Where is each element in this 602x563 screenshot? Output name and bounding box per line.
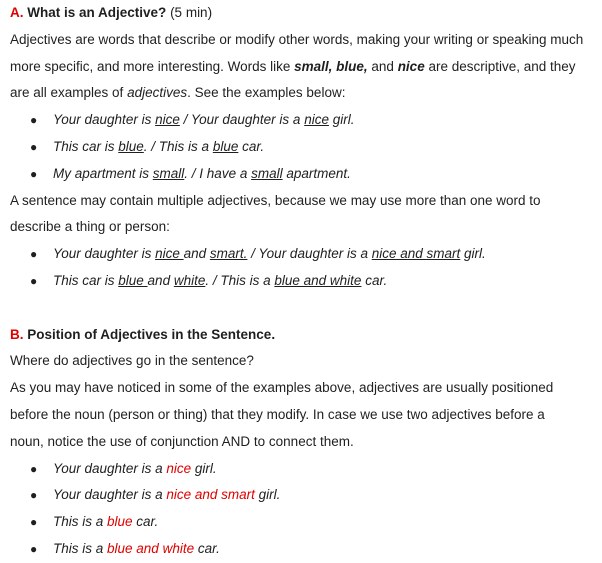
bullet-icon: ● <box>30 515 38 530</box>
highlighted-adjective: nice and smart <box>166 487 255 503</box>
example-text <box>53 134 264 161</box>
underlined-adjective: blue <box>118 272 148 288</box>
text-run: This is a <box>53 514 108 530</box>
example-text <box>53 536 220 563</box>
section-a-letter: A. <box>10 5 24 20</box>
text-run: are all examples of <box>10 85 128 101</box>
bullet-icon: ● <box>30 166 38 181</box>
list-item <box>10 134 602 161</box>
bullet-icon: ● <box>30 113 38 128</box>
text-run: car. <box>238 138 265 154</box>
text-run: My apartment is <box>53 165 153 181</box>
underlined-adjective: smart. <box>209 246 248 262</box>
underlined-adjective: blue and white <box>274 272 362 288</box>
text-run: car. <box>361 272 388 288</box>
text-run: girl. <box>460 246 486 262</box>
text-run: Your daughter is <box>53 246 156 262</box>
list-item <box>10 456 602 483</box>
underlined-adjective: small <box>152 165 185 181</box>
para1-line2 <box>10 54 602 81</box>
text-run: apartment. <box>282 165 351 181</box>
para1-line3 <box>10 80 602 107</box>
section-b-para-line3: noun, notice the use of conjunction AND to connect them. <box>10 433 354 449</box>
highlighted-adjective: blue and white <box>107 540 195 556</box>
underlined-adjective: blue <box>212 138 239 154</box>
underlined-adjective: nice and smart <box>371 246 461 262</box>
section-b-para-line1: As you may have noticed in some of the examples above, adjectives are usually positioned <box>10 380 554 396</box>
underlined-adjective: nice <box>155 112 180 128</box>
list-item <box>10 536 602 563</box>
example-text <box>53 482 280 509</box>
text-run: girl. <box>191 460 217 476</box>
text-run: This is a <box>53 540 108 556</box>
list-item <box>10 268 602 295</box>
section-b-para-line2: before the noun (person or thing) that they modify. In case we use two adjectives before a <box>10 406 545 422</box>
underlined-adjective: small <box>251 165 283 181</box>
text-run: This car is <box>53 272 119 288</box>
para2-line2: describe a thing or person: <box>10 219 170 235</box>
highlighted-adjective: blue <box>107 514 133 530</box>
text-run: Your daughter is <box>53 112 156 128</box>
text-run: girl. <box>328 112 355 128</box>
list-item <box>10 161 602 188</box>
example-text <box>53 107 354 134</box>
text-run: more specific, and more interesting. Words like <box>10 58 295 74</box>
text-run: and <box>183 246 210 262</box>
example-text <box>53 268 387 295</box>
section-a-time: (5 min) <box>170 5 213 20</box>
bullet-icon: ● <box>30 139 38 154</box>
section-b-letter: B. <box>10 326 24 342</box>
example-text <box>53 161 351 188</box>
text-run: car. <box>132 514 159 530</box>
bullet-icon: ● <box>30 461 38 476</box>
para2-line1: A sentence may contain multiple adjectives, because we may use more than one word to <box>10 192 541 208</box>
underlined-adjective: blue <box>118 138 144 154</box>
example-text <box>53 456 217 483</box>
text-run: . / This is a <box>205 272 275 288</box>
section-b-heading <box>10 322 602 349</box>
section-a-title: What is an Adjective? <box>27 5 167 20</box>
section-b-title: Position of Adjectives in the Sentence. <box>27 326 276 342</box>
emphasis-run: nice <box>397 58 425 74</box>
text-run: car. <box>194 540 220 556</box>
text-run: This car is <box>53 138 119 154</box>
text-run: and <box>147 272 174 288</box>
bullet-icon: ● <box>30 488 38 503</box>
text-run: and <box>367 58 398 74</box>
spacer <box>10 295 602 322</box>
list-item <box>10 509 602 536</box>
bullet-icon: ● <box>30 247 38 262</box>
section-b-question: Where do adjectives go in the sentence? <box>10 353 254 369</box>
text-run: / Your daughter is a <box>247 246 372 262</box>
list-item <box>10 107 602 134</box>
bullet-icon: ● <box>30 541 38 556</box>
emphasis-run: small, blue, <box>294 58 368 74</box>
example-text <box>53 241 486 268</box>
list-item <box>10 241 602 268</box>
section-a-heading <box>10 0 602 27</box>
para1-line1: Adjectives are words that describe or modify other words, making your writing or speaking much <box>10 31 584 47</box>
text-run: girl. <box>254 487 281 503</box>
list-item <box>10 482 602 509</box>
emphasis-run: adjectives <box>127 85 188 101</box>
text-run: . / This is a <box>143 138 213 154</box>
highlighted-adjective: nice <box>166 460 192 476</box>
bullet-icon: ● <box>30 273 38 288</box>
underlined-adjective: nice <box>155 246 184 262</box>
text-run: Your daughter is a <box>53 487 167 503</box>
text-run: . See the examples below: <box>187 85 346 101</box>
text-run: Your daughter is a <box>53 460 167 476</box>
text-run: / Your daughter is a <box>179 112 305 128</box>
example-text <box>53 509 158 536</box>
underlined-adjective: white <box>173 272 206 288</box>
text-run: are descriptive, and they <box>424 58 576 74</box>
underlined-adjective: nice <box>304 112 329 128</box>
text-run: . / I have a <box>184 165 252 181</box>
